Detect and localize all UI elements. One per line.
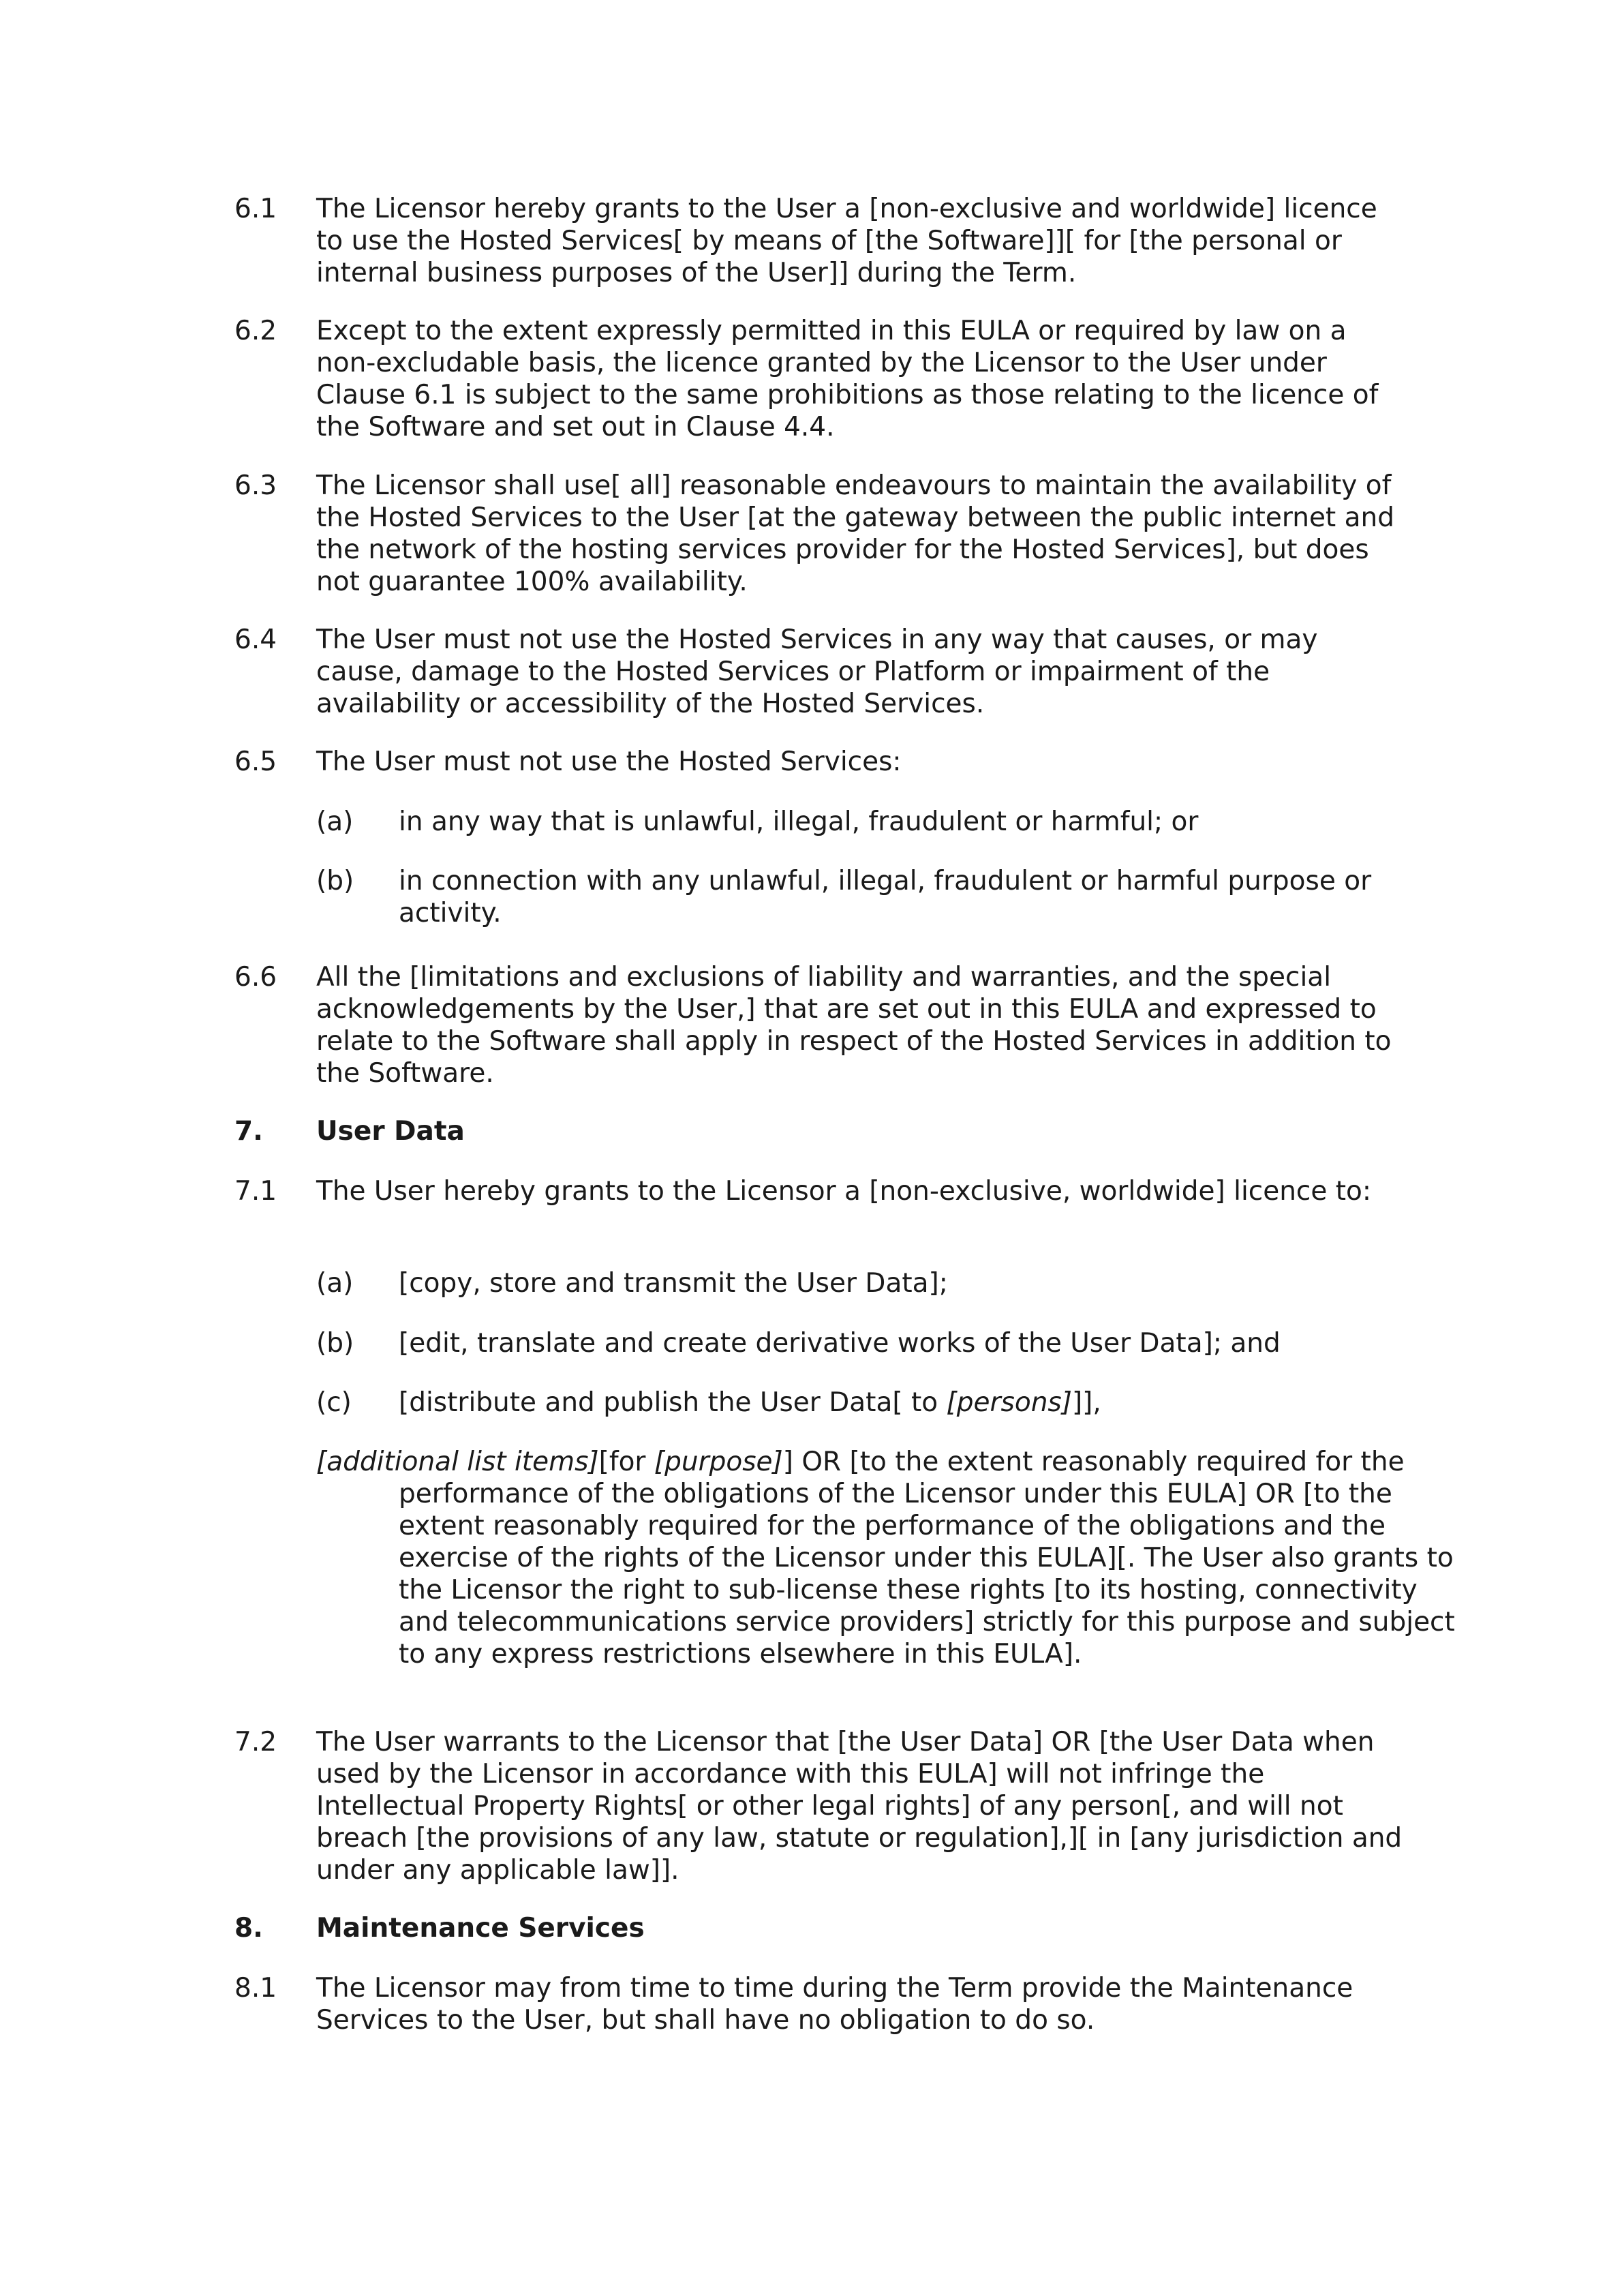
clause-text: All the [limitations and exclusions of liability and warranties, and the special acknowledgements by the User,] that are set out in this EULA and expressed to relate to the Software shall apply in respect of the Hosted Services in addition to the Software. (316, 962, 1392, 1089)
list-marker: (b) (316, 866, 354, 896)
clause-number: 8.1 (234, 1973, 277, 2004)
section-heading-user-data (234, 1115, 1407, 1147)
list-marker: (b) (316, 1328, 354, 1359)
clause-number: 6.4 (234, 624, 277, 655)
clause-7-1-c (316, 1387, 1407, 1419)
clause-6-2 (234, 315, 1407, 443)
clause-number: 6.2 (234, 316, 277, 346)
list-text: in any way that is unlawful, illegal, fraudulent or harmful; or (399, 806, 1199, 837)
clause-8-1 (234, 1972, 1407, 2036)
clause-6-6 (234, 961, 1407, 1089)
continuation-text: ] OR [to the extent reasonably required for the performance of the obligations of the Licensor under this EULA] OR [to the extent reasonably required for the performance of the obligations and the exercise of the rights of the Licensor under this EULA][. The User also grants to the Licensor the right to sub-license these rights [to its hosting, connectivity and telecommunications service providers] strictly for this purpose and subject to any express restrictions elsewhere in this EULA]. (399, 1447, 1455, 1670)
list-text: in connection with any unlawful, illegal, fraudulent or harmful purpose or activity. (399, 866, 1372, 928)
clause-7-1 (234, 1175, 1407, 1207)
clause-number: 6.3 (234, 470, 277, 501)
clause-text: The Licensor shall use[ all] reasonable endeavours to maintain the availability of the Hosted Services to the User [at the gateway between the public internet and the network of the hosting services provider for the Hosted Services], but does not guarantee 100% availability. (316, 470, 1394, 597)
section-number: 7. (234, 1116, 263, 1147)
clause-number: 6.6 (234, 962, 277, 993)
clause-6-1 (234, 193, 1407, 289)
list-text-placeholder: [persons] (946, 1387, 1072, 1418)
list-text-part: ]], (1071, 1387, 1101, 1418)
section-heading-maintenance (234, 1912, 1407, 1944)
clause-7-1-continuation (316, 1446, 1475, 1670)
section-title: User Data (316, 1116, 465, 1147)
clause-text: Except to the extent expressly permitted in this EULA or required by law on a non-excludable basis, the licence granted by the Licensor to the User under Clause 6.1 is subject to the same prohibitions as those relating to the licence of the Software and set out in Clause 4.4. (316, 316, 1379, 442)
section-title: Maintenance Services (316, 1913, 645, 1944)
clause-6-3 (234, 470, 1407, 598)
clause-7-1-b (316, 1327, 1407, 1359)
clause-6-4 (234, 624, 1407, 720)
list-text-part: [distribute and publish the User Data[ to (399, 1387, 947, 1418)
list-text: [edit, translate and create derivative works of the User Data]; and (399, 1328, 1281, 1359)
clause-6-5 (234, 746, 1407, 778)
placeholder-additional-items: [additional list items] (316, 1447, 599, 1477)
clause-7-2 (234, 1726, 1407, 1886)
clause-text: The User warrants to the Licensor that [the User Data] OR [the User Data when used by the Licensor in accordance with this EULA] will not infringe the Intellectual Property Rights[ or other legal rights] of any person[, and will not breach [the provisions of any law, statute or regulation],][ in [any jurisdiction and under any applicable law]]. (316, 1727, 1403, 1886)
list-text: [copy, store and transmit the User Data]; (399, 1268, 948, 1299)
placeholder-purpose: [purpose] (654, 1447, 783, 1477)
clause-text: The User hereby grants to the Licensor a [non-exclusive, worldwide] licence to: (316, 1176, 1372, 1207)
clause-number: 6.1 (234, 194, 277, 224)
clause-6-5-a (316, 806, 1407, 838)
clause-number: 7.1 (234, 1176, 277, 1207)
clause-number: 6.5 (234, 746, 277, 777)
list-marker: (a) (316, 1268, 354, 1299)
clause-6-5-b (316, 865, 1407, 929)
clause-text: The Licensor hereby grants to the User a [non-exclusive and worldwide] licence to use the Hosted Services[ by means of [the Software]][ for [the personal or internal business purposes of the User]] during the Term. (316, 194, 1377, 288)
list-marker: (a) (316, 806, 354, 837)
continuation-text: [for (598, 1447, 654, 1477)
clause-text: The User must not use the Hosted Services: (316, 746, 902, 777)
clause-text: The Licensor may from time to time during the Term provide the Maintenance Services to the User, but shall have no obligation to do so. (316, 1973, 1353, 2036)
clause-7-1-a (316, 1267, 1407, 1299)
list-marker: (c) (316, 1387, 352, 1418)
clause-number: 7.2 (234, 1727, 277, 1757)
section-number: 8. (234, 1913, 263, 1944)
list-text (399, 1387, 1407, 1419)
clause-text: The User must not use the Hosted Services in any way that causes, or may cause, damage to the Hosted Services or Platform or impairment of the availability or accessibility of the Hosted Services. (316, 624, 1318, 719)
